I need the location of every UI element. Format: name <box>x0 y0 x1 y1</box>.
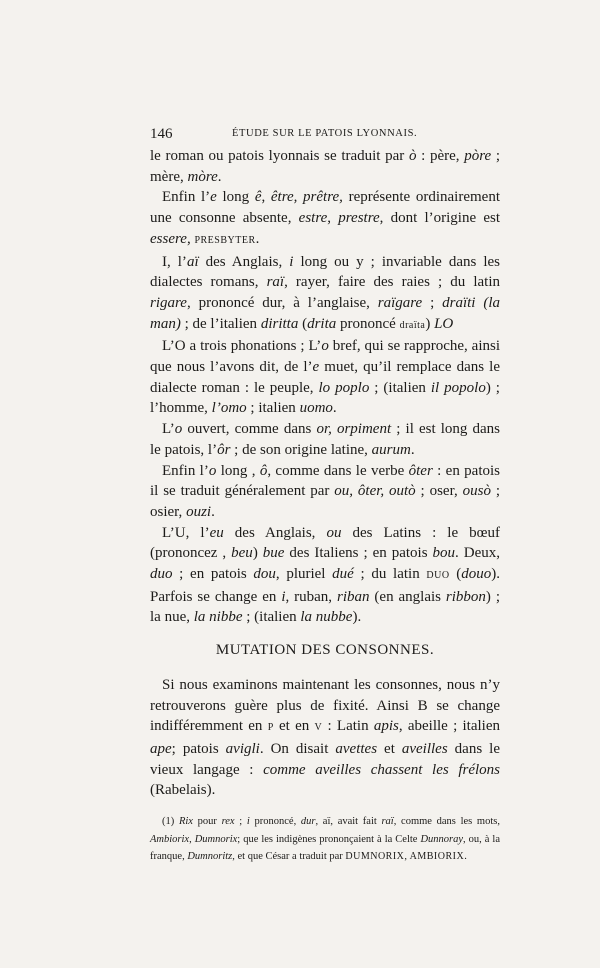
paragraph-6: Enfin l’o long , ô, comme dans le verbe ôter : en patois il se traduit généralement par ou, ôter, outò ; oser, ousò ; osier, ouzi. <box>150 462 501 520</box>
paragraph-1: le roman ou patois lyonnais se traduit par ò : père, pòre ; mère, mòre. <box>150 148 501 185</box>
running-title: ÉTUDE SUR LE PATOIS LYONNAIS. <box>232 128 418 139</box>
main-text <box>150 146 500 801</box>
running-header <box>150 126 500 146</box>
footnote: (1) Rix pour rex ; i prononcé, dur, aï, avait fait raï, comme dans les mots, Ambiorix, Dumnorix; que les indigènes prononçaient à la Celte Dunnoray, ou, à la franque, Dumnoritz, et que César a traduit par DUMNORIX, AMBIORIX. <box>150 816 500 863</box>
paragraph-7: L’U, l’eu des Anglais, ou des Latins : le bœuf (prononcez , beu) bue des Italiens ; en patois bou. Deux, duo ; en patois dou, pluriel dué ; du latin DUO (douo). Parfois se change en i, ruban, riban (en anglais ribbon) ; la nue, la nibbe ; (italien la nubbe). <box>150 524 501 626</box>
section-heading: MUTATION DES CONSONNES. <box>215 642 435 659</box>
paragraph-8: Si nous examinons maintenant les consonnes, nous n’y retrouverons guère plus de fixité. Ainsi B se change indifféremment en P et en V : Latin apis, abeille ; italien ape; patois avigli. On disait avettes et aveilles dans le vieux langage : comme aveilles chassent les frélons (Rabelais). <box>150 676 501 799</box>
paragraph-2: Enfin l’e long ê, être, prêtre, représente ordinairement une consonne absente, estre, prestre, dont l’origine est essere, PRESBYTER. <box>150 189 501 247</box>
paragraph-5: L’o ouvert, comme dans or, orpiment ; il est long dans le patois, l’ôr ; de son origine latine, aurum. <box>150 421 501 458</box>
book-page <box>150 126 500 866</box>
paragraph-3: I, l’aï des Anglais, i long ou y ; invariable dans les dialectes romans, raï, rayer, faire des raies ; du latin rigare, prononcé dur, à l’anglaise, raïgare ; draïti (la man) ; de l’italien diritta (drita prononcé draïta) LO <box>150 253 501 332</box>
paragraph-4: L’O a trois phonations ; L’o bref, qui se rapproche, ainsi que nous l’avons dit, de l’e muet, qu’il remplace dans le dialecte roman : le peuple, lo poplo ; (italien il popolo) ; l’homme, l’omo ; italien uomo. <box>150 338 501 417</box>
page-number: 146 <box>150 126 173 142</box>
